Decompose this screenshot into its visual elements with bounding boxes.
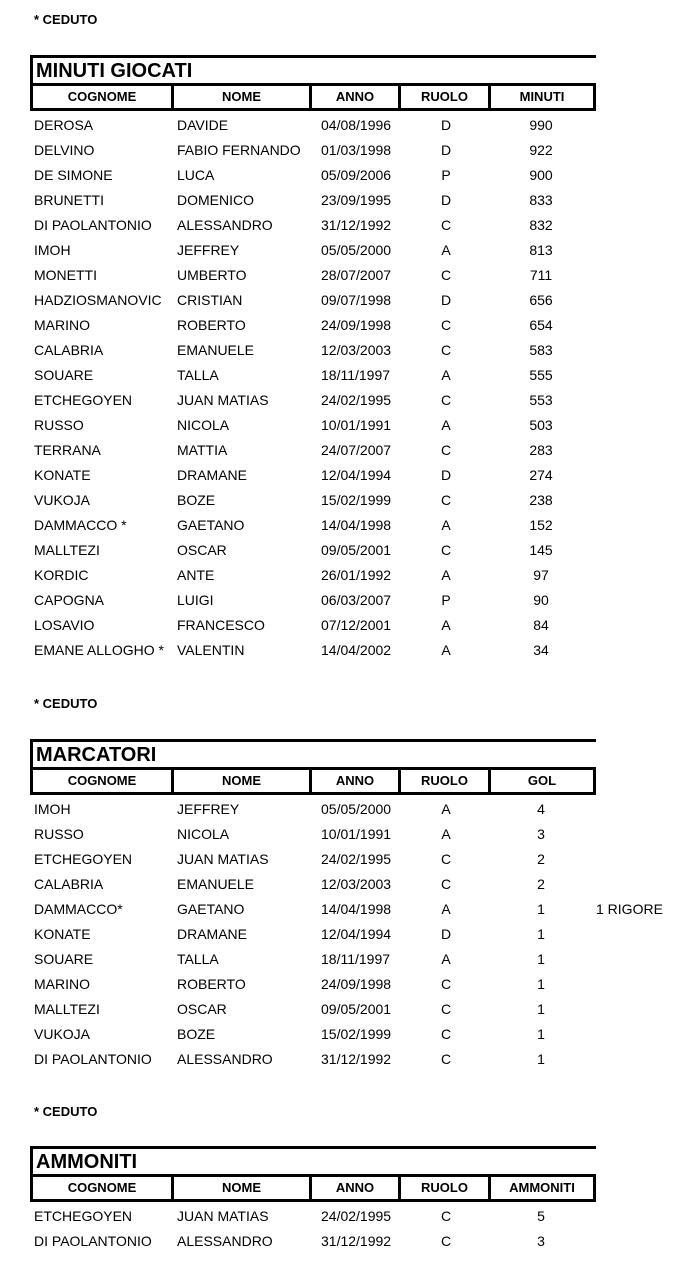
player-birthdate: 10/01/1991 — [321, 826, 392, 842]
cautioned-table-body — [30, 1204, 678, 1254]
player-name: JEFFREY — [177, 242, 240, 258]
col-ruolo: RUOLO — [401, 1177, 491, 1199]
player-surname: ETCHEGOYEN — [34, 851, 133, 867]
player-surname: SOUARE — [34, 367, 94, 383]
player-surname: KORDIC — [34, 567, 89, 583]
player-value: 1 — [537, 1051, 545, 1067]
player-birthdate: 15/02/1999 — [321, 492, 392, 508]
player-value: 555 — [529, 367, 553, 383]
player-surname: DEROSA — [34, 117, 94, 133]
player-value: 2 — [537, 851, 545, 867]
player-name: DOMENICO — [177, 192, 254, 208]
player-value: 922 — [529, 142, 553, 158]
player-role: A — [441, 417, 451, 433]
player-value: 553 — [529, 392, 553, 408]
player-role: D — [440, 292, 452, 308]
player-role: A — [441, 367, 451, 383]
table-row — [30, 288, 678, 313]
player-value: 656 — [529, 292, 553, 308]
minutes-table-title: MINUTI GIOCATI — [30, 55, 596, 83]
player-birthdate: 06/03/2007 — [321, 592, 392, 608]
player-birthdate: 09/05/2001 — [321, 1001, 392, 1017]
player-birthdate: 05/05/2000 — [321, 242, 392, 258]
player-role: A — [441, 826, 451, 842]
player-birthdate: 14/04/1998 — [321, 901, 392, 917]
table-row — [30, 513, 678, 538]
player-birthdate: 01/03/1998 — [321, 142, 392, 158]
player-surname: DI PAOLANTONIO — [34, 217, 152, 233]
player-name: BOZE — [177, 1026, 216, 1042]
player-name: ALESSANDRO — [177, 1051, 273, 1067]
player-surname: ETCHEGOYEN — [34, 392, 133, 408]
player-role: D — [440, 142, 452, 158]
player-birthdate: 24/02/1995 — [321, 1208, 392, 1224]
cautioned-table — [30, 1146, 596, 1202]
player-birthdate: 26/01/1992 — [321, 567, 392, 583]
player-name: ROBERTO — [177, 317, 246, 333]
player-value: 654 — [529, 317, 553, 333]
player-name: NICOLA — [177, 417, 230, 433]
player-value: 833 — [529, 192, 553, 208]
ceduto-note-bottom: * CEDUTO — [34, 1104, 98, 1119]
table-row — [30, 872, 678, 897]
player-value: 5 — [537, 1208, 545, 1224]
player-name: JEFFREY — [177, 801, 240, 817]
player-role: A — [441, 567, 451, 583]
table-row — [30, 1022, 678, 1047]
player-birthdate: 18/11/1997 — [321, 367, 391, 383]
table-row — [30, 638, 678, 663]
player-birthdate: 24/07/2007 — [321, 442, 392, 458]
player-role: C — [440, 1001, 452, 1017]
player-value: 711 — [529, 267, 553, 283]
player-birthdate: 09/05/2001 — [321, 542, 392, 558]
player-surname: MALLTEZI — [34, 1001, 100, 1017]
player-name: BOZE — [177, 492, 216, 508]
scorers-table-header — [30, 767, 596, 795]
col-ruolo: RUOLO — [401, 86, 491, 108]
player-value: 583 — [529, 342, 553, 358]
table-row — [30, 997, 678, 1022]
player-value: 238 — [529, 492, 553, 508]
player-role: C — [440, 342, 452, 358]
player-value: 34 — [533, 642, 549, 658]
player-role: C — [440, 317, 452, 333]
player-value: 1 — [537, 1026, 545, 1042]
player-birthdate: 12/03/2003 — [321, 876, 392, 892]
player-name: UMBERTO — [177, 267, 247, 283]
col-anno: ANNO — [312, 1177, 401, 1199]
col-cognome: COGNOME — [33, 1177, 174, 1199]
table-row — [30, 1204, 678, 1229]
player-birthdate: 04/08/1996 — [321, 117, 392, 133]
player-role: A — [441, 517, 451, 533]
player-role: C — [440, 876, 452, 892]
player-surname: LOSAVIO — [34, 617, 95, 633]
player-name: JUAN MATIAS — [177, 851, 269, 867]
player-name: EMANUELE — [177, 876, 255, 892]
col-nome: NOME — [174, 86, 312, 108]
player-birthdate: 31/12/1992 — [321, 1051, 392, 1067]
player-name: TALLA — [177, 367, 219, 383]
player-value: 274 — [529, 467, 553, 483]
player-birthdate: 18/11/1997 — [321, 951, 391, 967]
col-nome: NOME — [174, 770, 312, 792]
player-name: JUAN MATIAS — [177, 1208, 269, 1224]
player-birthdate: 23/09/1995 — [321, 192, 392, 208]
player-value: 3 — [537, 826, 545, 842]
player-surname: MALLTEZI — [34, 542, 100, 558]
scorers-table — [30, 739, 596, 795]
player-name: ALESSANDRO — [177, 217, 273, 233]
col-anno: ANNO — [312, 770, 401, 792]
player-surname: RUSSO — [34, 826, 84, 842]
player-name: GAETANO — [177, 901, 245, 917]
player-birthdate: 12/04/1994 — [321, 926, 392, 942]
player-role: C — [440, 392, 452, 408]
player-name: DRAMANE — [177, 926, 248, 942]
table-row — [30, 1047, 678, 1072]
minutes-table-body — [30, 113, 678, 663]
cautioned-table-title: AMMONITI — [30, 1146, 596, 1174]
player-surname: KONATE — [34, 467, 91, 483]
player-value: 832 — [529, 217, 553, 233]
player-surname: IMOH — [34, 801, 71, 817]
scorers-table-body — [30, 797, 678, 1072]
player-value: 4 — [537, 801, 545, 817]
player-role: C — [440, 442, 452, 458]
player-name: JUAN MATIAS — [177, 392, 269, 408]
player-role: C — [440, 267, 452, 283]
table-row — [30, 413, 678, 438]
player-birthdate: 15/02/1999 — [321, 1026, 392, 1042]
table-row — [30, 488, 678, 513]
player-name: MATTIA — [177, 442, 228, 458]
table-row — [30, 538, 678, 563]
table-row — [30, 588, 678, 613]
table-row — [30, 613, 678, 638]
col-minuti: MINUTI — [519, 89, 565, 104]
player-birthdate: 24/09/1998 — [321, 976, 392, 992]
player-role: A — [441, 801, 451, 817]
table-row — [30, 113, 678, 138]
player-birthdate: 12/03/2003 — [321, 342, 392, 358]
player-surname: ETCHEGOYEN — [34, 1208, 133, 1224]
player-surname: IMOH — [34, 242, 71, 258]
player-surname: SOUARE — [34, 951, 94, 967]
player-birthdate: 24/02/1995 — [321, 392, 392, 408]
player-surname: RUSSO — [34, 417, 84, 433]
cautioned-table-header — [30, 1174, 596, 1202]
player-role: A — [441, 242, 451, 258]
player-value: 1 — [537, 976, 545, 992]
col-nome: NOME — [174, 1177, 312, 1199]
player-surname: DI PAOLANTONIO — [34, 1233, 152, 1249]
col-ammoniti: AMMONITI — [509, 1180, 575, 1195]
player-surname: VUKOJA — [34, 1026, 91, 1042]
player-role: A — [441, 901, 451, 917]
player-name: OSCAR — [177, 542, 227, 558]
player-name: NICOLA — [177, 826, 230, 842]
player-role: C — [440, 217, 452, 233]
player-role: D — [440, 192, 452, 208]
table-row — [30, 797, 678, 822]
player-role: C — [440, 542, 452, 558]
player-birthdate: 28/07/2007 — [321, 267, 392, 283]
player-role: C — [440, 1026, 452, 1042]
player-name: DAVIDE — [177, 117, 229, 133]
player-birthdate: 05/09/2006 — [321, 167, 392, 183]
scorers-table-title: MARCATORI — [30, 739, 596, 767]
player-value: 145 — [529, 542, 553, 558]
player-birthdate: 07/12/2001 — [321, 617, 392, 633]
table-row — [30, 238, 678, 263]
col-gol: GOL — [527, 773, 557, 788]
player-value: 84 — [533, 617, 549, 633]
table-row — [30, 947, 678, 972]
minutes-table-header — [30, 83, 596, 111]
player-surname: DELVINO — [34, 142, 95, 158]
player-value: 1 — [537, 926, 545, 942]
player-birthdate: 09/07/1998 — [321, 292, 392, 308]
player-birthdate: 14/04/1998 — [321, 517, 392, 533]
player-role: D — [440, 926, 452, 942]
player-role: C — [440, 1208, 452, 1224]
table-row — [30, 363, 678, 388]
player-name: FRANCESCO — [177, 617, 265, 633]
player-role: A — [441, 617, 451, 633]
table-row — [30, 897, 678, 922]
player-role: C — [440, 851, 452, 867]
player-surname: DAMMACCO * — [34, 517, 127, 533]
player-birthdate: 14/04/2002 — [321, 642, 392, 658]
table-row — [30, 338, 678, 363]
player-name: EMANUELE — [177, 342, 255, 358]
player-value: 990 — [529, 117, 553, 133]
player-birthdate: 31/12/1992 — [321, 217, 392, 233]
player-surname: MARINO — [34, 976, 90, 992]
table-row — [30, 213, 678, 238]
player-name: VALENTIN — [177, 642, 245, 658]
player-surname: TERRANA — [34, 442, 101, 458]
player-role: C — [440, 492, 452, 508]
player-role: A — [441, 642, 451, 658]
table-row — [30, 1229, 678, 1254]
table-row — [30, 563, 678, 588]
player-role: C — [440, 1051, 452, 1067]
player-value: 1 — [537, 951, 545, 967]
minutes-table — [30, 55, 596, 111]
player-name: LUCA — [177, 167, 215, 183]
table-row — [30, 972, 678, 997]
player-value: 813 — [529, 242, 553, 258]
player-role: P — [441, 592, 451, 608]
table-row — [30, 188, 678, 213]
player-role: D — [440, 467, 452, 483]
player-surname: VUKOJA — [34, 492, 91, 508]
player-value: 90 — [533, 592, 549, 608]
table-row — [30, 847, 678, 872]
table-row — [30, 313, 678, 338]
player-value: 1 — [537, 901, 545, 917]
player-name: CRISTIAN — [177, 292, 243, 308]
col-anno: ANNO — [312, 86, 401, 108]
player-surname: EMANE ALLOGHO * — [34, 642, 164, 658]
player-birthdate: 05/05/2000 — [321, 801, 392, 817]
player-surname: DI PAOLANTONIO — [34, 1051, 152, 1067]
player-surname: MARINO — [34, 317, 90, 333]
col-cognome: COGNOME — [33, 86, 174, 108]
player-name: FABIO FERNANDO — [177, 142, 301, 158]
player-name: DRAMANE — [177, 467, 248, 483]
player-surname: MONETTI — [34, 267, 97, 283]
table-row — [30, 138, 678, 163]
player-value: 3 — [537, 1233, 545, 1249]
player-surname: CALABRIA — [34, 342, 104, 358]
player-value: 97 — [533, 567, 549, 583]
table-row — [30, 163, 678, 188]
player-name: TALLA — [177, 951, 219, 967]
player-role: P — [441, 167, 451, 183]
player-value: 900 — [529, 167, 553, 183]
player-birthdate: 12/04/1994 — [321, 467, 392, 483]
player-birthdate: 24/02/1995 — [321, 851, 392, 867]
player-name: ROBERTO — [177, 976, 246, 992]
player-role: C — [440, 976, 452, 992]
player-surname: KONATE — [34, 926, 91, 942]
col-ruolo: RUOLO — [401, 770, 491, 792]
player-surname: HADZIOSMANOVIC — [34, 292, 162, 308]
player-birthdate: 24/09/1998 — [321, 317, 392, 333]
table-row — [30, 388, 678, 413]
col-cognome: COGNOME — [33, 770, 174, 792]
player-value: 152 — [529, 517, 553, 533]
table-row — [30, 822, 678, 847]
ceduto-note-top: * CEDUTO — [34, 12, 98, 27]
player-surname: CALABRIA — [34, 876, 104, 892]
table-row — [30, 263, 678, 288]
player-name: LUIGI — [177, 592, 214, 608]
player-value: 503 — [529, 417, 553, 433]
ceduto-note-mid: * CEDUTO — [34, 696, 98, 711]
player-birthdate: 10/01/1991 — [321, 417, 392, 433]
table-row — [30, 922, 678, 947]
player-note: 1 RIGORE — [596, 901, 663, 917]
player-value: 283 — [529, 442, 553, 458]
player-value: 2 — [537, 876, 545, 892]
player-name: GAETANO — [177, 517, 245, 533]
player-role: A — [441, 951, 451, 967]
player-name: ANTE — [177, 567, 215, 583]
player-surname: CAPOGNA — [34, 592, 105, 608]
player-surname: DE SIMONE — [34, 167, 113, 183]
player-role: C — [440, 1233, 452, 1249]
table-row — [30, 438, 678, 463]
player-role: D — [440, 117, 452, 133]
player-surname: BRUNETTI — [34, 192, 104, 208]
player-name: ALESSANDRO — [177, 1233, 273, 1249]
table-row — [30, 463, 678, 488]
player-value: 1 — [537, 1001, 545, 1017]
player-name: OSCAR — [177, 1001, 227, 1017]
player-birthdate: 31/12/1992 — [321, 1233, 392, 1249]
player-surname: DAMMACCO* — [34, 901, 123, 917]
